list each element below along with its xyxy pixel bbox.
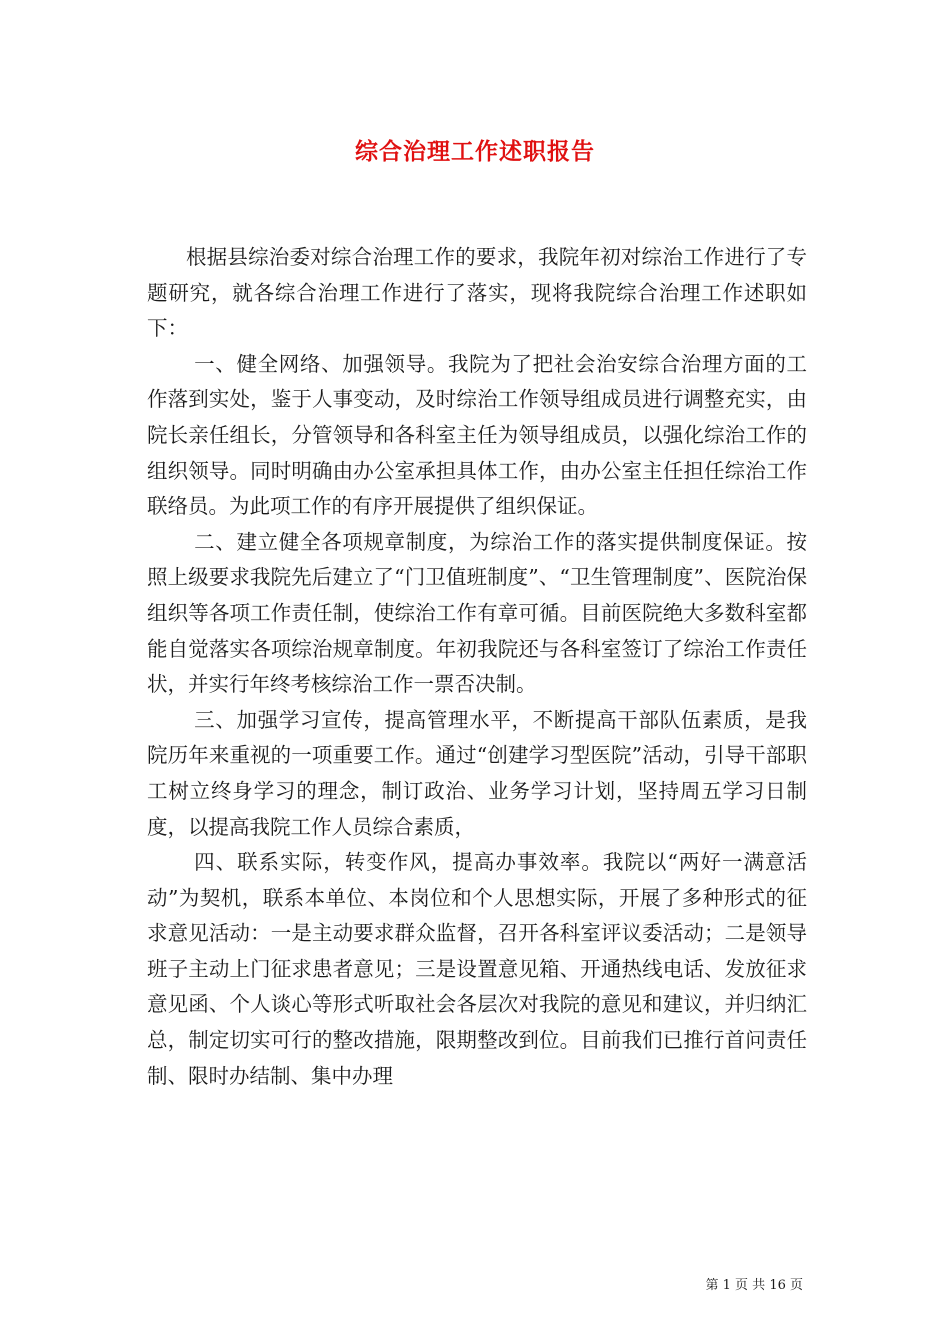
document-title: 综合治理工作述职报告 xyxy=(355,138,595,165)
document-body xyxy=(147,240,807,1094)
paragraph-section-4: 四、联系实际，转变作风，提高办事效率。我院以“两好一满意活动”为契机，联系本单位、本岗位和个人思想实际，开展了多种形式的征求意见活动：一是主动要求群众监督，召开各科室评议委活动；二是领导班子主动上门征求患者意见；三是设置意见箱、开通热线电话、发放征求意见函、个人谈心等形式听取社会各层次对我院的意见和建议，并归纳汇总，制定切实可行的整改措施，限期整改到位。目前我们已推行首问责任制、限时办结制、集中办理 xyxy=(147,850,807,1088)
paragraph-intro: 根据县综治委对综合治理工作的要求，我院年初对综治工作进行了专题研究，就各综合治理工作进行了落实，现将我院综合治理工作述职如下： xyxy=(147,245,807,341)
paragraph-section-1: 一、健全网络、加强领导。我院为了把社会治安综合治理方面的工作落到实处，鉴于人事变动，及时综治工作领导组成员进行调整充实，由院长亲任组长，分管领导和各科室主任为领导组成员，以强化综治工作的组织领导。同时明确由办公室承担具体工作，由办公室主任担任综治工作联络员。为此项工作的有序开展提供了组织保证。 xyxy=(147,351,807,519)
page-number: 第 1 页 共 16 页 xyxy=(705,1278,803,1293)
paragraph-section-3: 三、加强学习宣传，提高管理水平，不断提高干部队伍素质，是我院历年来重视的一项重要工作。通过“创建学习型医院”活动，引导干部职工树立终身学习的理念，制订政治、业务学习计划，坚持周五学习日制度，以提高我院工作人员综合素质， xyxy=(147,707,807,839)
paragraph-section-2: 二、建立健全各项规章制度，为综治工作的落实提供制度保证。按照上级要求我院先后建立了“门卫值班制度”、“卫生管理制度”、医院治保组织等各项工作责任制，使综治工作有章可循。目前医院绝大多数科室都能自觉落实各项综治规章制度。年初我院还与各科室签订了综治工作责任状，并实行年终考核综治工作一票否决制。 xyxy=(147,529,807,697)
